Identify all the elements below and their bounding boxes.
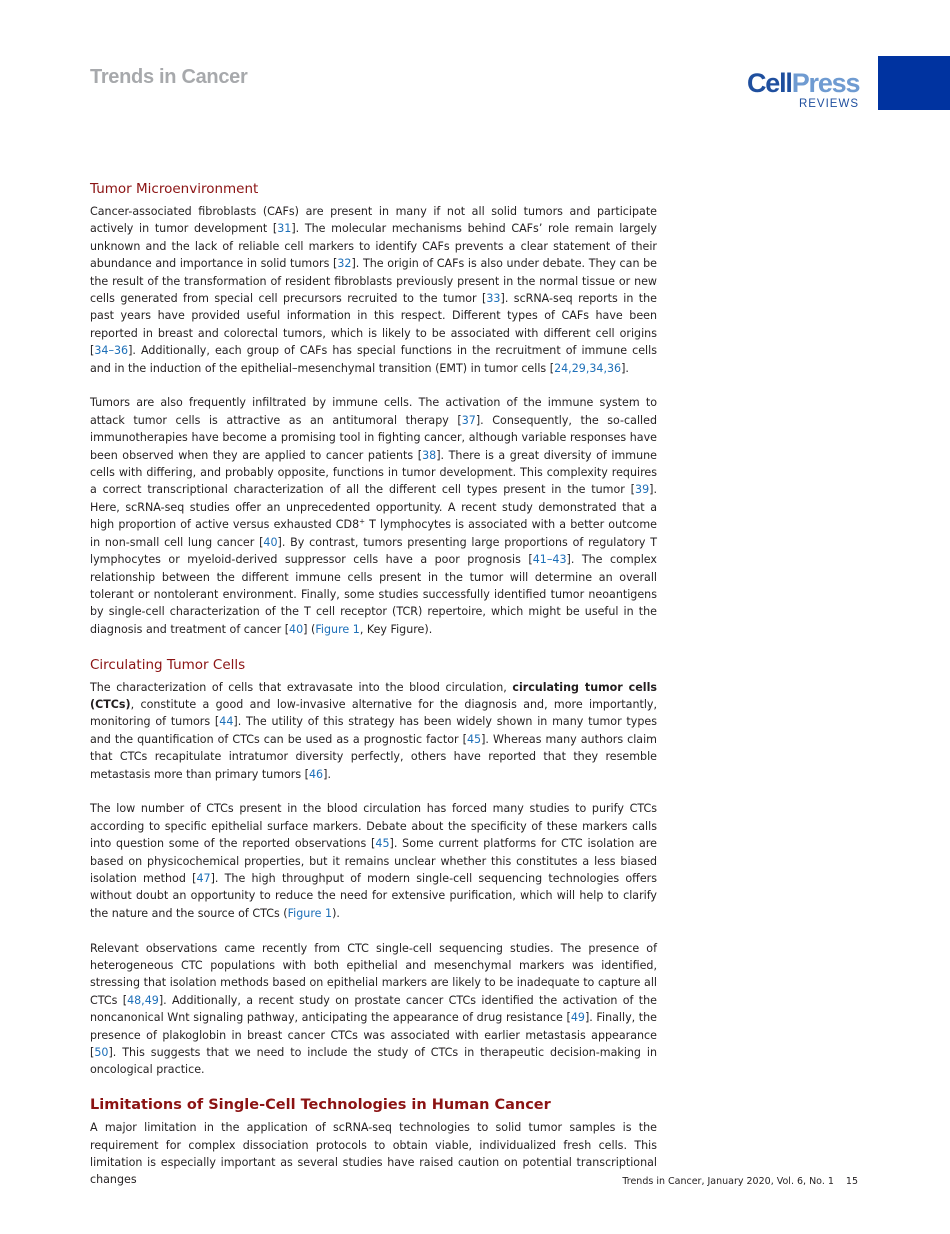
- citation-link[interactable]: 24,29,34,36: [554, 361, 622, 375]
- citation-link[interactable]: 48,49: [127, 993, 159, 1007]
- glossary-term[interactable]: circulating tumor cells (CTCs): [90, 680, 657, 711]
- citation-link[interactable]: 32: [337, 257, 352, 271]
- citation-link[interactable]: 45: [466, 732, 482, 746]
- article-body: [90, 180, 657, 1206]
- paragraph-tme-2: Tumors are also frequently infiltrated by immune cells. The activation of the immune system to attack tumor cells is attractive as an antitumoral therapy [37]. Consequently, the so-called immunotherapies have become a promising tool in fighting cancer, although variable responses have been observed when they are applied to cancer patients [38]. There is a great diversity of immune cells with differing, and probably opposite, functions in tumor development. This complexity requires a correct transcriptional characterization of all the different cell types present in the tumor [39]. Here, scRNA-seq studies offer an unprecedented opportunity. A recent study demonstrated that a high proportion of active versus exhausted CD8+ T lymphocytes is associated with a better outcome in non-small cell lung cancer [40]. By contrast, tumors presenting large proportions of regulatory T lymphocytes or myeloid-derived suppressor cells have a poor prognosis [41–43]. The complex relationship between the different immune cells present in the tumor will determine an overall tolerant or nontolerant environment. Finally, some studies successfully identified tumor neoantigens by single-cell characterization of the T cell receptor (TCR) repertoire, which might be useful in the diagnosis and treatment of cancer [40] (Figure 1, Key Figure).: [90, 396, 657, 636]
- citation-link[interactable]: 45: [375, 837, 390, 851]
- citation-link[interactable]: 41–43: [532, 553, 567, 567]
- cellpress-logo: [747, 70, 859, 110]
- footer-citation: Trends in Cancer, January 2020, Vol. 6, No. 1: [622, 1176, 834, 1187]
- citation-link[interactable]: 46: [309, 767, 324, 781]
- citation-link[interactable]: 38: [422, 448, 437, 462]
- paragraph-ctc-2: The low number of CTCs present in the blood circulation has forced many studies to purify CTCs according to specific epithelial surface markers. Debate about the specificity of these markers calls into question some of the reported observations [45]. Some current platforms for CTC isolation are based on physicochemical properties, but it remains unclear whether this constitutes a less biased isolation method [47]. The high throughput of modern single-cell sequencing technologies offers without doubt an opportunity to reduce the need for extensive purification, which will help to clarify the nature and the source of CTCs (Figure 1).: [90, 802, 657, 920]
- paragraph-ctc-3: Relevant observations came recently from CTC single-cell sequencing studies. The presence of heterogeneous CTC populations with both epithelial and mesenchymal markers was identified, stressing that isolation methods based on epithelial markers are likely to be inadequate to capture all CTCs [48,49]. Additionally, a recent study on prostate cancer CTCs identified the activation of the noncanonical Wnt signaling pathway, anticipating the appearance of drug resistance [49]. Finally, the presence of plakoglobin in breast cancer CTCs was associated with earlier metastasis appearance [50]. This suggests that we need to include the study of CTCs in therapeutic decision-making in oncological practice.: [90, 941, 658, 1077]
- page-number: 15: [845, 1176, 858, 1187]
- paragraph-lim-1: A major limitation in the application of scRNA-seq technologies to solid tumor samples is the requirement for complex dissociation protocols to obtain viable, individualized fresh cells. This limitation is especially important as several studies have raised caution on potential transcriptional changes: [90, 1121, 657, 1187]
- citation-link[interactable]: 44: [219, 715, 234, 729]
- figure-link[interactable]: Figure 1: [315, 622, 360, 636]
- citation-link[interactable]: 37: [461, 413, 476, 427]
- paragraph-ctc-1: The characterization of cells that extravasate into the blood circulation, circulating tumor cells (CTCs), constitute a good and low-invasive alternative for the diagnosis and, more importantly, monitoring of tumors [44]. The utility of this strategy has been widely shown in many tumor types and the quantification of CTCs can be used as a prognostic factor [45]. Whereas many authors claim that CTCs recapitulate intratumor diversity perfectly, others have reported that they resemble metastasis more than primary tumors [46].: [90, 680, 657, 781]
- citation-link[interactable]: 33: [486, 292, 501, 306]
- section-heading-tme: Tumor Microenvironment: [90, 181, 259, 197]
- citation-link[interactable]: 40: [263, 535, 278, 549]
- section-heading-limitations: Limitations of Single-Cell Technologies in Human Cancer: [90, 1097, 551, 1114]
- citation-link[interactable]: 34–36: [94, 344, 129, 358]
- paragraph-tme-1: Cancer-associated fibroblasts (CAFs) are present in many if not all solid tumors and participate actively in tumor development [31]. The molecular mechanisms behind CAFs’ role remain largely unknown and the lack of reliable cell markers to identify CAFs prevents a clear statement of their abundance and importance in solid tumors [32]. The origin of CAFs is also under debate. They can be the result of the transformation of resident fibroblasts previously present in the normal tissue or new cells generated from special cell precursors recruited to the tumor [33]. scRNA-seq reports in the past years have provided useful information in this respect. Different types of CAFs have been reported in breast and colorectal tumors, which is likely to be associated with different cell origins [34–36]. Additionally, each group of CAFs has special functions in the recruitment of immune cells and in the induction of the epithelial–mesenchymal transition (EMT) in tumor cells [24,29,34,36].: [90, 205, 658, 375]
- corner-block: [878, 56, 950, 110]
- citation-link[interactable]: 49: [570, 1011, 585, 1025]
- citation-link[interactable]: 50: [94, 1046, 109, 1060]
- citation-link[interactable]: 40: [289, 622, 304, 636]
- page-footer: [622, 1176, 858, 1187]
- citation-link[interactable]: 39: [635, 483, 650, 497]
- section-heading-ctc: Circulating Tumor Cells: [90, 656, 246, 673]
- logo-press: Press: [791, 68, 860, 98]
- logo-subtitle: REVIEWS: [798, 98, 859, 110]
- figure-link[interactable]: Figure 1: [287, 906, 333, 920]
- citation-link[interactable]: 31: [277, 222, 292, 236]
- logo-cell: Cell: [747, 68, 792, 98]
- citation-link[interactable]: 47: [196, 871, 211, 885]
- journal-title: Trends in Cancer: [90, 66, 248, 88]
